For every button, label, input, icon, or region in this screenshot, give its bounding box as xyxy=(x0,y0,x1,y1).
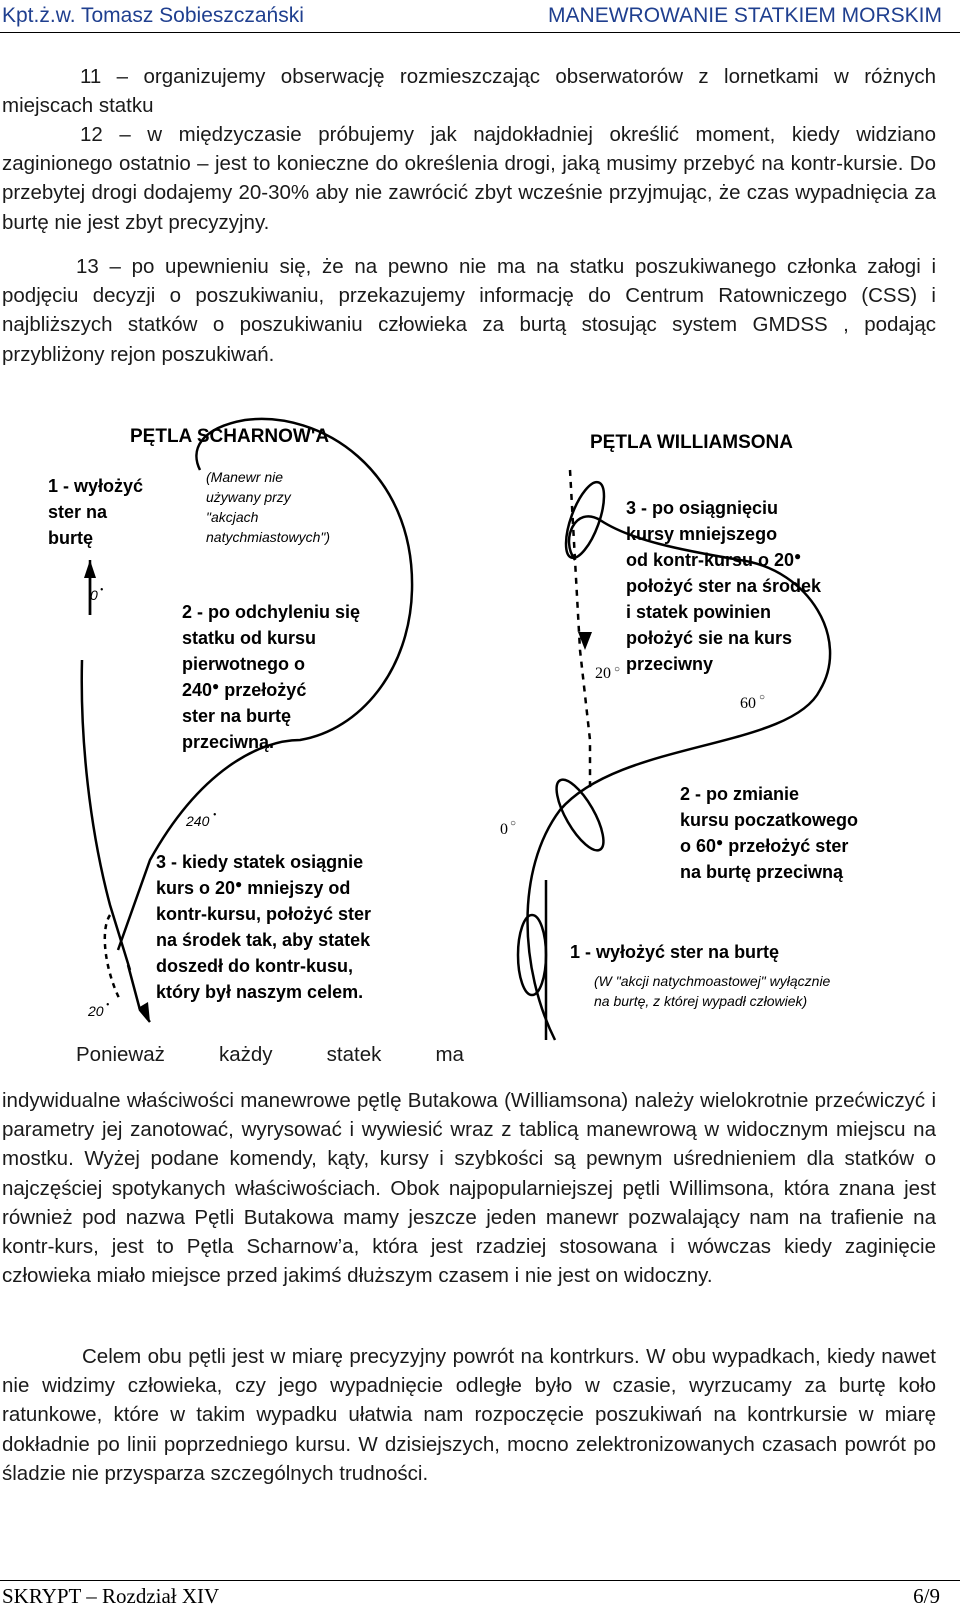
paragraph-12: 12 – w międzyczasie próbujemy jak najdokładniej określić moment, kiedy widziano zaginionego ostatnio – jest to konieczne do określenia drogi, jaką musimy przebyć na kontr-kursie. Do przebytej drogi dodajemy 20-30% aby nie zawrócić zbyt wcześnie przyjmując, że czas wypadnięcia za burtę nie jest zbyt precyzyjny. xyxy=(2,123,936,234)
scharnow-angle-240: 240 xyxy=(186,813,210,829)
scharnow-step3-degree: ● xyxy=(235,877,243,891)
williamson-step3-angle: od kontr-kursu o 20 xyxy=(626,550,795,570)
header-author: Kpt.ż.w. Tomasz Sobieszczański xyxy=(2,4,304,27)
maneuver-diagram-svg xyxy=(0,410,960,1050)
williamson-step3-line5: i statek powinien xyxy=(626,602,772,622)
scharnow-path xyxy=(82,560,130,970)
scharnow-step3-line5: doszedł do kontr-kusu, xyxy=(156,956,354,976)
scharnow-step2-line6: przeciwną. xyxy=(182,732,275,752)
scharnow-step3 xyxy=(156,852,371,1002)
williamson-step2-degree: ● xyxy=(716,835,724,849)
scharnow-note-line2: używany przy xyxy=(206,489,291,505)
williamson-title xyxy=(590,432,793,453)
williamson-step3-line1: 3 - po osiągnięciu xyxy=(626,498,779,518)
williamson-step3-line4: położyć ster na środek xyxy=(626,576,822,596)
scharnow-degree-20: • xyxy=(106,1000,110,1011)
scharnow-step2-action: przełożyć xyxy=(219,680,307,700)
footer-page-number: 6/9 xyxy=(913,1584,940,1608)
scharnow-step1-line3: burtę xyxy=(48,528,93,548)
williamson-angle-0: 0 xyxy=(500,821,508,838)
williamson-step3-line7: przeciwny xyxy=(626,654,714,674)
scharnow-step3-angle: kurs o 20 xyxy=(156,878,236,898)
scharnow-note-line4: natychmiastowych") xyxy=(206,529,331,545)
williamson-step2-line3 xyxy=(680,835,848,856)
scharnow-step1-line2: ster na xyxy=(48,502,108,522)
intro-word-2: każdy xyxy=(219,1043,273,1066)
scharnow-step1 xyxy=(48,476,143,548)
scharnow-step2-line2: statku od kursu xyxy=(182,628,317,648)
williamson-step2-line1: 2 - po zmianie xyxy=(680,784,800,804)
williamson-note-line1: (W "akcji natychmoastowej" wyłącznie xyxy=(594,973,831,989)
scharnow-degree-240: • xyxy=(213,810,217,821)
williamson-step3-degree: ● xyxy=(794,549,802,563)
scharnow-angle-0: 0 xyxy=(90,587,98,603)
scharnow-step3-rest: mniejszy od xyxy=(242,878,351,898)
williamson-angle-60: 60 xyxy=(740,695,756,712)
header-title: MANEWROWANIE STATKIEM MORSKIM xyxy=(548,4,942,27)
williamson-title-text: PĘTLA WILLIAMSONA xyxy=(590,432,793,453)
scharnow-step3-line2 xyxy=(156,877,350,898)
intro-word-3: statek xyxy=(326,1043,382,1066)
page-header xyxy=(0,0,960,34)
scharnow-step2-line1: 2 - po odchyleniu się xyxy=(182,602,361,622)
williamson-ship-bottom xyxy=(518,915,546,995)
intro-word-1: Ponieważ xyxy=(76,1043,165,1066)
page-footer xyxy=(0,1580,960,1608)
williamson-angle-20: 20 xyxy=(595,665,611,682)
maneuver-diagram xyxy=(0,410,960,1050)
scharnow-step3-line6: który był naszym celem. xyxy=(156,982,364,1002)
scharnow-arrowhead-up xyxy=(84,560,96,578)
scharnow-step2-line5: ster na burtę xyxy=(182,706,292,726)
scharnow-step2-angle: 240 xyxy=(182,680,213,700)
scharnow-step2-degree: ● xyxy=(212,679,220,693)
paragraph-last: Celem obu pętli jest w miarę precyzyjny powrót na kontrkurs. W obu wypadkach, kiedy nawet nie widzimy człowieka, czy jego wypadnięcie odległe było w czasie, wyrzucamy za burtę koło ratunkowe, które w takim wypadku ułatwia nam rozpoczęcie poszukiwań na kontrkursie w miarę dokładnie po linii poprzedniego kursu. W dzisiejszych, mocno zelektronizowanych czasach powrót po śladzie nie przysparza szczególnych trudności. xyxy=(2,1345,936,1485)
williamson-degree-60: ○ xyxy=(759,692,766,703)
scharnow-angle-20: 20 xyxy=(88,1003,104,1019)
footer-rule xyxy=(0,1580,960,1581)
williamson-step3-line3 xyxy=(626,549,801,570)
williamson-degree-0: ○ xyxy=(510,818,517,829)
williamson-step2-line2: kursu poczatkowego xyxy=(680,810,859,830)
intro-words-line xyxy=(76,1040,464,1069)
williamson-degree-20: ○ xyxy=(614,664,621,675)
williamson-note-line2: na burtę, z której wypadł człowiek) xyxy=(594,993,808,1009)
scharnow-note xyxy=(206,469,330,545)
scharnow-title-text: PĘTLA SCHARNOW'A xyxy=(130,426,330,447)
williamson-step2-line4: na burtę przeciwną xyxy=(680,862,844,882)
scharnow-step1-line1: 1 - wyłożyć xyxy=(48,476,144,496)
williamson-step2 xyxy=(680,784,858,882)
intro-word-4: ma xyxy=(435,1043,464,1066)
scharnow-step3-line4: na środek tak, aby statek xyxy=(156,930,371,950)
scharnow-note-line1: (Manewr nie xyxy=(206,469,284,485)
williamson-step2-angle: o 60 xyxy=(680,836,717,856)
header-rule xyxy=(0,32,960,33)
williamson-step3 xyxy=(626,498,822,674)
paragraph-13: 13 – po upewnieniu się, że na pewno nie ma na statku poszukiwanego członka załogi i podjęciu decyzji o poszukiwaniu, przekazujemy informację do Centrum Ratowniczego (CSS) i najbliższych statków o poszukiwaniu człowieka za burtą stosując system GMDSS , podając przybliżony rejon poszukiwań. xyxy=(2,255,936,366)
scharnow-step2-line3: pierwotnego o xyxy=(182,654,305,674)
paragraph-main: indywidualne właściwości manewrowe pętlę Butakowa (Williamsona) należy wielokrotnie przećwiczyć i parametry jej zanotować, wyrysować i wywiesić wraz z tablicą manewrową w widocznym miejscu na mostku. Wyżej podane komendy, kąty, kursy i szybkości są pewnym uśrednieniem dla statków o najczęściej spotykanych właściwościach. Obok najpopularniejszej pętli Willimsona, która znana jest również pod nazwa Pętli Butakowa mamy jeszcze jeden manewr pozwalający nam na trafienie na kontr-kurs, jest to Pętla Scharnow’a, która jest rzadziej stosowana i wówczas kiedy zaginięcie człowieka miało miejsce przed jakimś dłuższym czasem i nie jest on widoczny. xyxy=(2,1089,936,1288)
williamson-step2-action: przełożyć ster xyxy=(723,836,849,856)
paragraph-11: 11 – organizujemy obserwację rozmieszczając obserwatorów z lornetkami w różnych miejscach statku xyxy=(2,65,936,118)
scharnow-step3-line1: 3 - kiedy statek osiągnie xyxy=(156,852,364,872)
footer-chapter: SKRYPT – Rozdział XIV xyxy=(2,1584,220,1608)
scharnow-step2-line4 xyxy=(182,679,306,700)
scharnow-title xyxy=(130,426,329,447)
scharnow-note-line3: "akcjach xyxy=(206,509,259,525)
scharnow-degree-0: • xyxy=(100,585,104,596)
williamson-ship-top xyxy=(558,478,612,563)
williamson-step3-line2: kursy mniejszego xyxy=(626,524,778,544)
williamson-step3-line6: położyć sie na kurs xyxy=(626,628,793,648)
williamson-step1: 1 - wyłożyć ster na burtę xyxy=(570,942,780,962)
scharnow-step3-line3: kontr-kursu, położyć ster xyxy=(156,904,372,924)
williamson-note xyxy=(594,973,831,1009)
